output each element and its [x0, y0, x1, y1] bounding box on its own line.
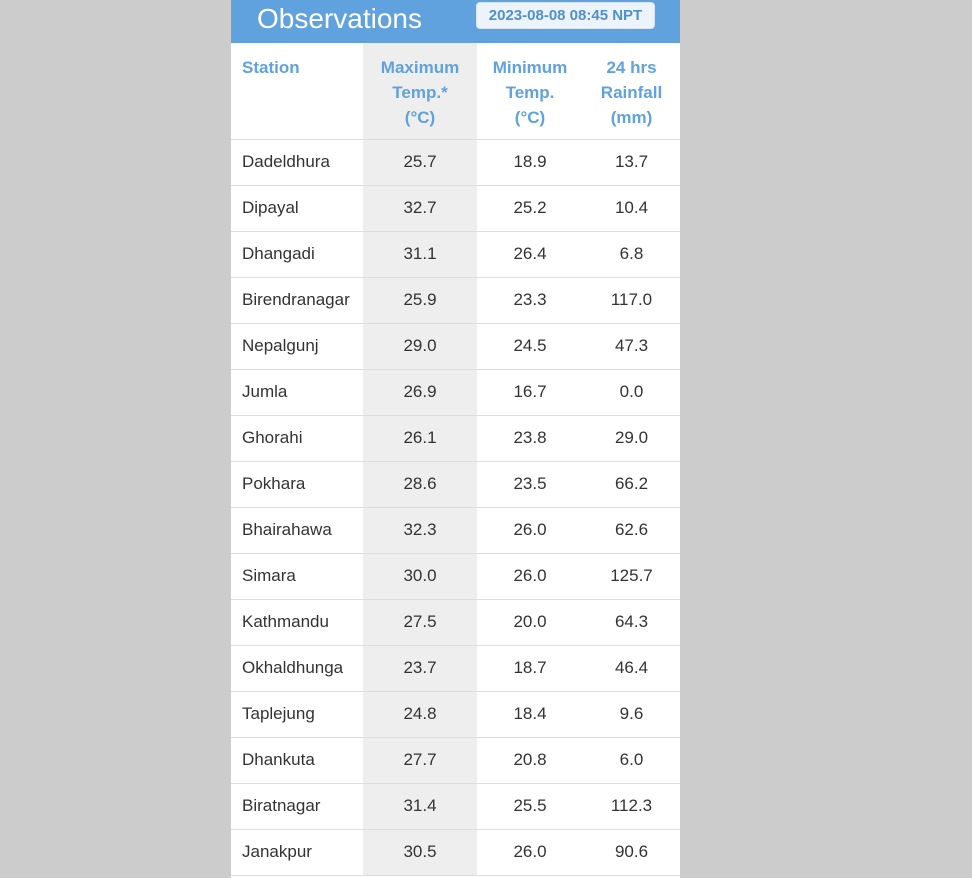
rainfall-cell: 62.6 [583, 507, 680, 553]
table-row [231, 369, 680, 415]
column-header-line: Temp. [505, 83, 555, 102]
min-temp-cell: 18.4 [477, 691, 583, 737]
max-temp-cell: 32.3 [363, 507, 477, 553]
table-row [231, 415, 680, 461]
table-header-row [231, 43, 680, 139]
max-temp-cell: 31.4 [363, 783, 477, 829]
station-cell: Dhankuta [231, 737, 363, 783]
station-cell: Simara [231, 553, 363, 599]
column-header-station-label: Station [242, 58, 300, 77]
table-row [231, 783, 680, 829]
max-temp-cell: 26.1 [363, 415, 477, 461]
max-temp-cell: 29.0 [363, 323, 477, 369]
column-header-line: (mm) [610, 108, 653, 127]
column-header-min-temp [477, 43, 583, 139]
table-row [231, 737, 680, 783]
station-cell: Jumla [231, 369, 363, 415]
column-header-line: (°C) [514, 108, 546, 127]
station-cell: Bhairahawa [231, 507, 363, 553]
rainfall-cell: 90.6 [583, 829, 680, 875]
min-temp-cell: 23.3 [477, 277, 583, 323]
min-temp-cell: 25.2 [477, 185, 583, 231]
rainfall-cell: 29.0 [583, 415, 680, 461]
table-row [231, 231, 680, 277]
max-temp-cell: 24.8 [363, 691, 477, 737]
min-temp-cell: 16.7 [477, 369, 583, 415]
column-header-max-temp [363, 43, 477, 139]
station-cell: Dadeldhura [231, 139, 363, 185]
table-row [231, 461, 680, 507]
min-temp-cell: 26.0 [477, 507, 583, 553]
rainfall-cell: 66.2 [583, 461, 680, 507]
column-header-line: (°C) [404, 108, 436, 127]
station-cell: Janakpur [231, 829, 363, 875]
observations-panel [231, 0, 680, 878]
min-temp-cell: 18.9 [477, 139, 583, 185]
column-header-station [231, 43, 363, 139]
station-cell: Biratnagar [231, 783, 363, 829]
station-cell: Nepalgunj [231, 323, 363, 369]
min-temp-cell: 26.0 [477, 829, 583, 875]
max-temp-cell: 23.7 [363, 645, 477, 691]
table-body [231, 139, 680, 875]
max-temp-cell: 31.1 [363, 231, 477, 277]
station-cell: Kathmandu [231, 599, 363, 645]
station-cell: Birendranagar [231, 277, 363, 323]
table-row [231, 599, 680, 645]
station-cell: Dhangadi [231, 231, 363, 277]
table-row [231, 645, 680, 691]
column-header-line: Temp.* [392, 83, 448, 102]
table-row [231, 553, 680, 599]
station-cell: Okhaldhunga [231, 645, 363, 691]
rainfall-cell: 13.7 [583, 139, 680, 185]
max-temp-cell: 27.5 [363, 599, 477, 645]
column-header-rainfall [583, 43, 680, 139]
min-temp-cell: 26.0 [477, 553, 583, 599]
rainfall-cell: 9.6 [583, 691, 680, 737]
station-cell: Dipayal [231, 185, 363, 231]
rainfall-cell: 64.3 [583, 599, 680, 645]
max-temp-cell: 28.6 [363, 461, 477, 507]
min-temp-cell: 24.5 [477, 323, 583, 369]
max-temp-cell: 25.9 [363, 277, 477, 323]
station-cell: Taplejung [231, 691, 363, 737]
min-temp-cell: 20.8 [477, 737, 583, 783]
observations-header [231, 0, 680, 43]
rainfall-cell: 117.0 [583, 277, 680, 323]
rainfall-cell: 112.3 [583, 783, 680, 829]
min-temp-cell: 18.7 [477, 645, 583, 691]
max-temp-cell: 25.7 [363, 139, 477, 185]
max-temp-cell: 30.5 [363, 829, 477, 875]
rainfall-cell: 10.4 [583, 185, 680, 231]
min-temp-cell: 25.5 [477, 783, 583, 829]
rainfall-cell: 0.0 [583, 369, 680, 415]
min-temp-cell: 20.0 [477, 599, 583, 645]
table-row [231, 507, 680, 553]
table-row [231, 185, 680, 231]
table-row [231, 139, 680, 185]
observations-table [231, 43, 680, 876]
rainfall-cell: 125.7 [583, 553, 680, 599]
column-header-line: Minimum [492, 58, 568, 77]
header-title: Observations [257, 3, 422, 34]
rainfall-cell: 6.0 [583, 737, 680, 783]
station-cell: Pokhara [231, 461, 363, 507]
min-temp-cell: 23.8 [477, 415, 583, 461]
column-header-line: 24 hrs [606, 58, 657, 77]
rainfall-cell: 47.3 [583, 323, 680, 369]
table-row [231, 829, 680, 875]
min-temp-cell: 23.5 [477, 461, 583, 507]
table-row [231, 691, 680, 737]
rainfall-cell: 6.8 [583, 231, 680, 277]
min-temp-cell: 26.4 [477, 231, 583, 277]
column-header-line: Maximum [380, 58, 460, 77]
max-temp-cell: 32.7 [363, 185, 477, 231]
timestamp-badge: 2023-08-08 08:45 NPT [476, 2, 655, 29]
max-temp-cell: 26.9 [363, 369, 477, 415]
column-header-line: Rainfall [600, 83, 663, 102]
max-temp-cell: 30.0 [363, 553, 477, 599]
rainfall-cell: 46.4 [583, 645, 680, 691]
table-row [231, 277, 680, 323]
table-row [231, 323, 680, 369]
max-temp-cell: 27.7 [363, 737, 477, 783]
station-cell: Ghorahi [231, 415, 363, 461]
